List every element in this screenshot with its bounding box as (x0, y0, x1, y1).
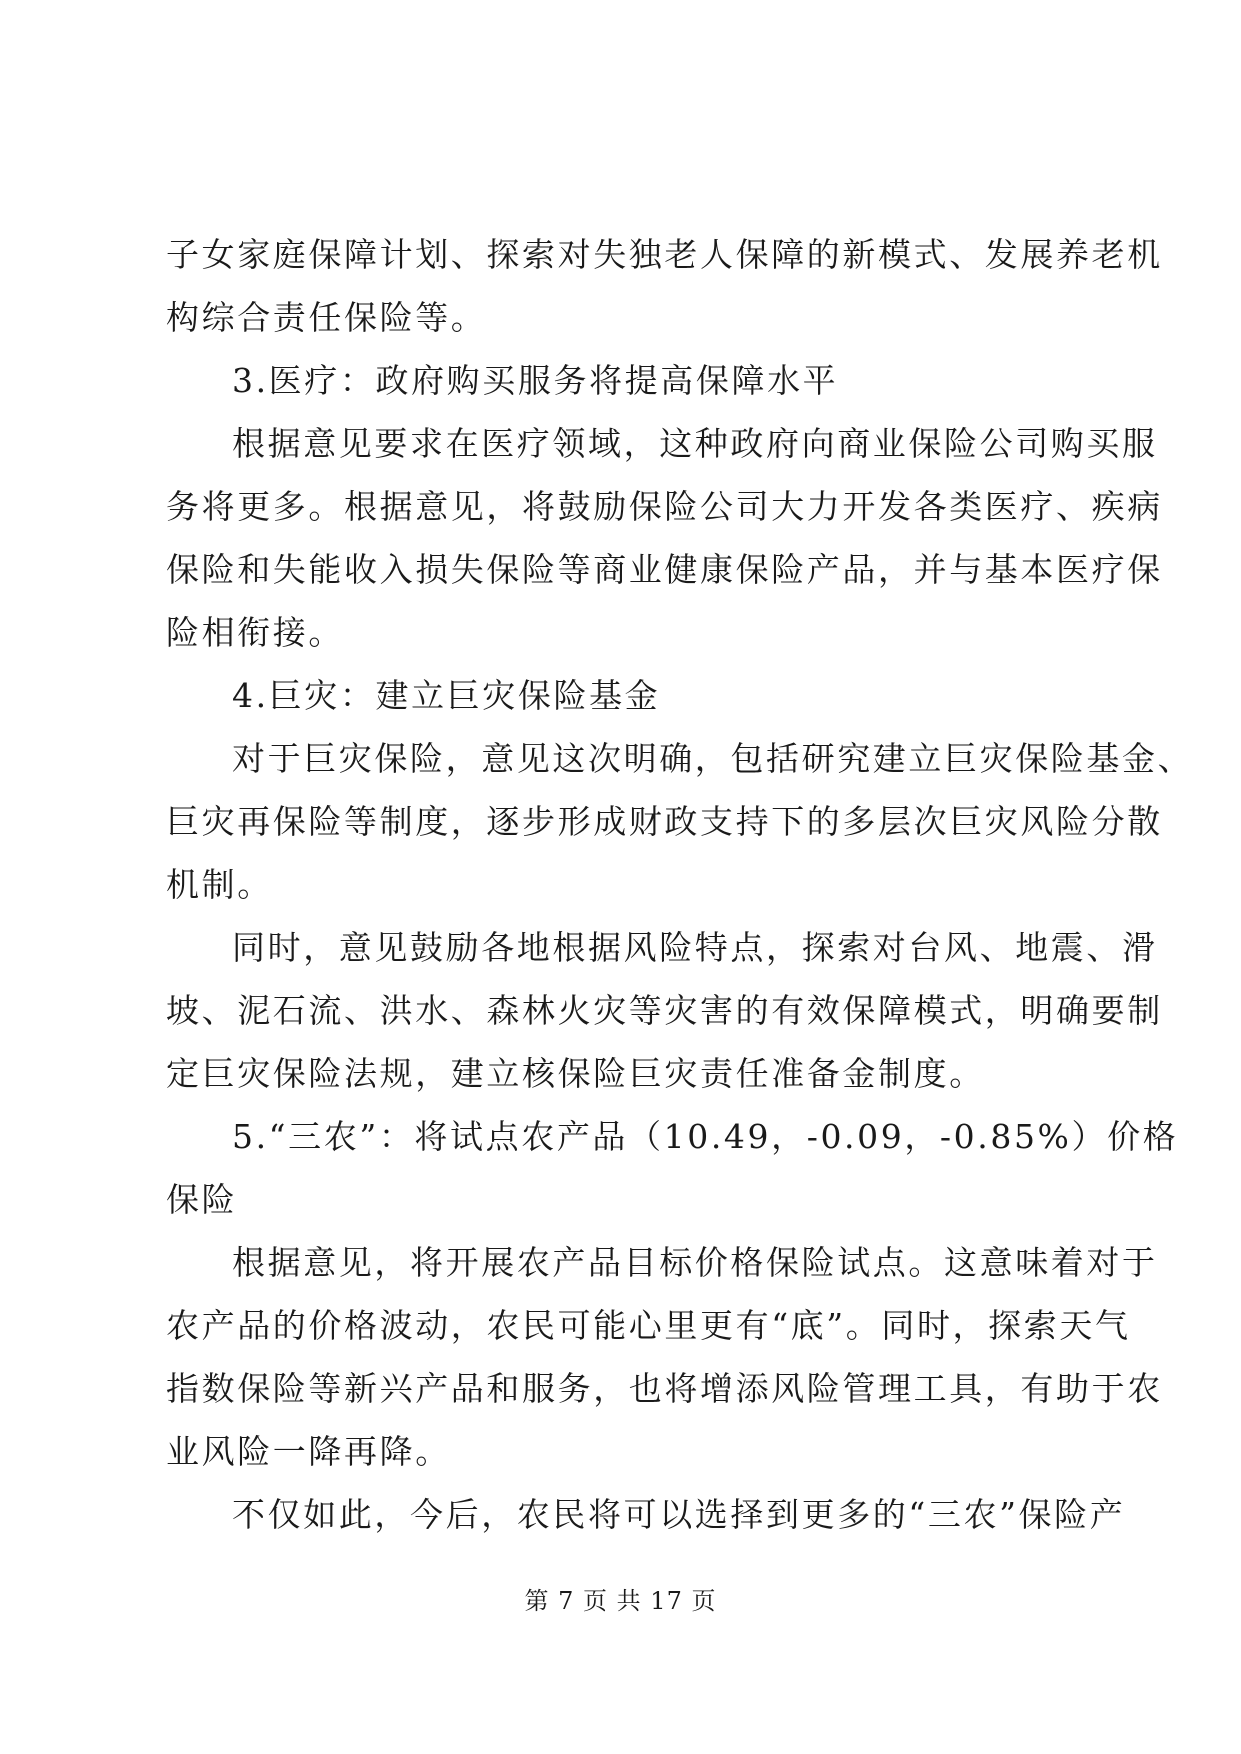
body-text-line: 子女家庭保障计划、探索对失独老人保障的新模式、发展养老机 (166, 235, 1163, 274)
body-text-line: 构综合责任保险等。 (166, 298, 487, 337)
body-text-line: 同时，意见鼓励各地根据风险特点，探索对台风、地震、滑 (232, 928, 1158, 967)
body-text-line: 对于巨灾保险，意见这次明确，包括研究建立巨灾保险基金、 (232, 739, 1194, 778)
body-text-line: 农产品的价格波动，农民可能心里更有“底”。同时，探索天气 (166, 1306, 1131, 1345)
body-text-line: 指数保险等新兴产品和服务，也将增添风险管理工具，有助于农 (166, 1369, 1163, 1408)
body-text-line: 巨灾再保险等制度，逐步形成财政支持下的多层次巨灾风险分散 (166, 802, 1163, 841)
body-text-line: 定巨灾保险法规，建立核保险巨灾责任准备金制度。 (166, 1054, 985, 1093)
section-heading-agriculture-continued: 保险 (166, 1180, 238, 1219)
section-heading-agriculture: 5.“三农”：将试点农产品（10.49，-0.09，-0.85%）价格 (232, 1117, 1179, 1156)
body-text-line: 根据意见要求在医疗领域，这种政府向商业保险公司购买服 (232, 424, 1158, 463)
body-text-line: 险相衔接。 (166, 613, 344, 652)
section-heading-medical: 3.医疗：政府购买服务将提高保障水平 (232, 361, 839, 400)
body-text-line: 根据意见，将开展农产品目标价格保险试点。这意味着对于 (232, 1243, 1158, 1282)
body-text-line: 保险和失能收入损失保险等商业健康保险产品，并与基本医疗保 (166, 550, 1163, 589)
body-text-line: 坡、泥石流、洪水、森林火灾等灾害的有效保障模式，明确要制 (166, 991, 1163, 1030)
body-text-line: 机制。 (166, 865, 273, 904)
section-heading-catastrophe: 4.巨灾：建立巨灾保险基金 (232, 676, 661, 715)
body-text-line: 务将更多。根据意见，将鼓励保险公司大力开发各类医疗、疾病 (166, 487, 1163, 526)
body-text-line: 不仅如此，今后，农民将可以选择到更多的“三农”保险产 (232, 1495, 1126, 1534)
body-text-line: 业风险一降再降。 (166, 1432, 451, 1471)
page-number-footer: 第 7 页 共 17 页 (524, 1587, 717, 1615)
